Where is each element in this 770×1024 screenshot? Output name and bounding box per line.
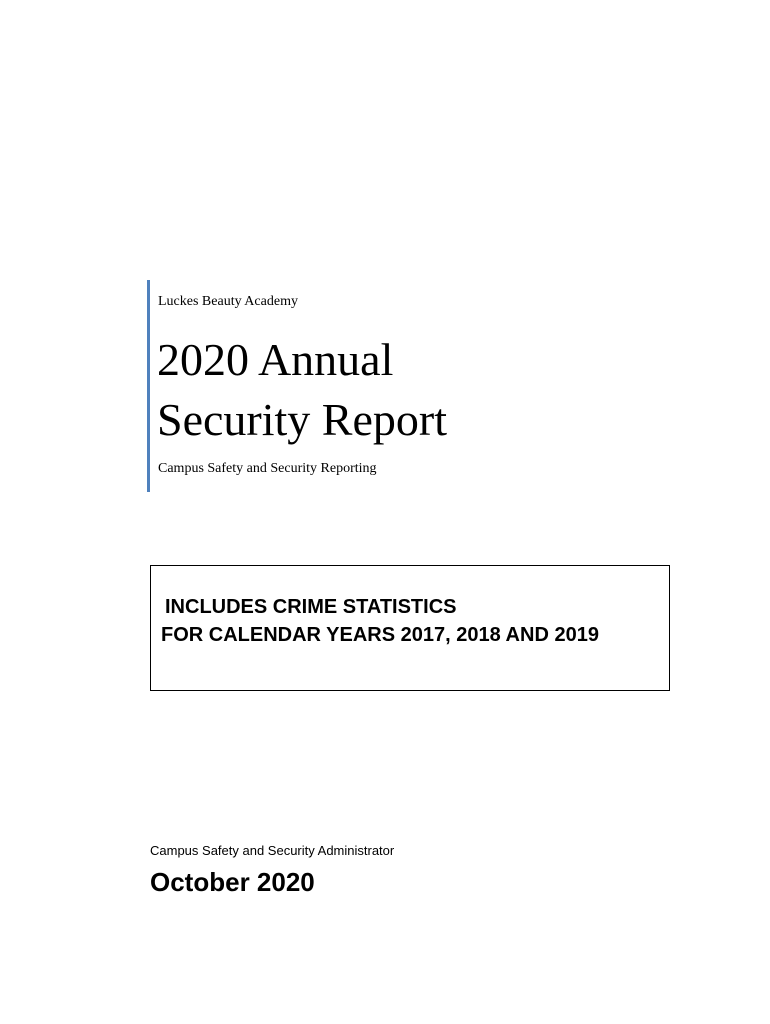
crime-statistics-box bbox=[150, 565, 670, 691]
report-title-line-1: 2020 Annual bbox=[157, 334, 394, 385]
report-title-line-2: Security Report bbox=[157, 394, 447, 445]
crime-statistics-line-1: INCLUDES CRIME STATISTICS bbox=[165, 596, 457, 618]
administrator-label: Campus Safety and Security Administrator bbox=[150, 843, 395, 858]
report-title bbox=[157, 330, 447, 450]
title-block bbox=[147, 280, 710, 492]
report-date: October 2020 bbox=[150, 867, 315, 897]
report-subtitle: Campus Safety and Security Reporting bbox=[158, 461, 377, 476]
crime-statistics-line-2: FOR CALENDAR YEARS 2017, 2018 AND 2019 bbox=[161, 624, 599, 646]
organization-name: Luckes Beauty Academy bbox=[158, 294, 298, 309]
